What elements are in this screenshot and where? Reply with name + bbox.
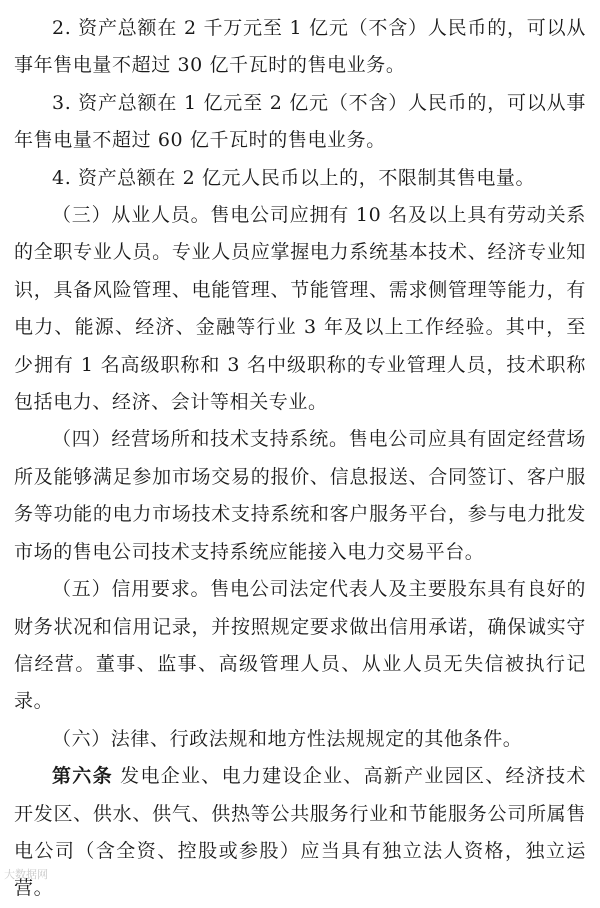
paragraph-staff: （三）从业人员。售电公司应拥有 10 名及以上具有劳动关系的全职专业人员。专业人员应掌握电力系统基本技术、经济专业知识，具备风险管理、电能管理、节能管理、需求侧管理等能力，有电力、能源、经济、金融等行业 3 年及以上工作经验。其中，至少拥有 1 名高级职称和 3 名中级职称的专业管理人员，技术职称包括电力、经济、会计等相关专业。 [14, 204, 586, 414]
paragraph-item-4: 4. 资产总额在 2 亿元人民币以上的，不限制其售电量。 [52, 166, 536, 189]
watermark: 大数据网 [4, 868, 48, 881]
paragraph-credit: （五）信用要求。售电公司法定代表人及主要股东具有良好的财务状况和信用记录，并按照规定要求做出信用承诺，确保诚实守信经营。董事、监事、高级管理人员、从业人员无失信被执行记录。 [14, 578, 586, 713]
article-heading: 第六条 [52, 765, 113, 788]
article-text: 发电企业、电力建设企业、高新产业园区、经济技术开发区、供水、供气、供热等公共服务行业和节能服务公司所属售电公司（含全资、控股或参股）应当具有独立法人资格，独立运营。 [14, 765, 586, 900]
paragraph-item-2: 2. 资产总额在 2 千万元至 1 亿元（不含）人民币的，可以从事年售电量不超过 30 亿千瓦时的售电业务。 [14, 17, 586, 77]
paragraph-item-3: 3. 资产总额在 1 亿元至 2 亿元（不含）人民币的，可以从事年售电量不超过 60 亿千瓦时的售电业务。 [14, 91, 586, 152]
document-body [14, 10, 586, 908]
article-six [14, 758, 586, 908]
paragraph-premises: （四）经营场所和技术支持系统。售电公司应具有固定经营场所及能够满足参加市场交易的报价、信息报送、合同签订、客户服务等功能的电力市场技术支持系统和客户服务平台，参与电力批发市场的售电公司技术支持系统应能接入电力交易平台。 [14, 428, 586, 563]
paragraph-other-conditions: （六）法律、行政法规和地方性法规规定的其他条件。 [52, 727, 523, 750]
